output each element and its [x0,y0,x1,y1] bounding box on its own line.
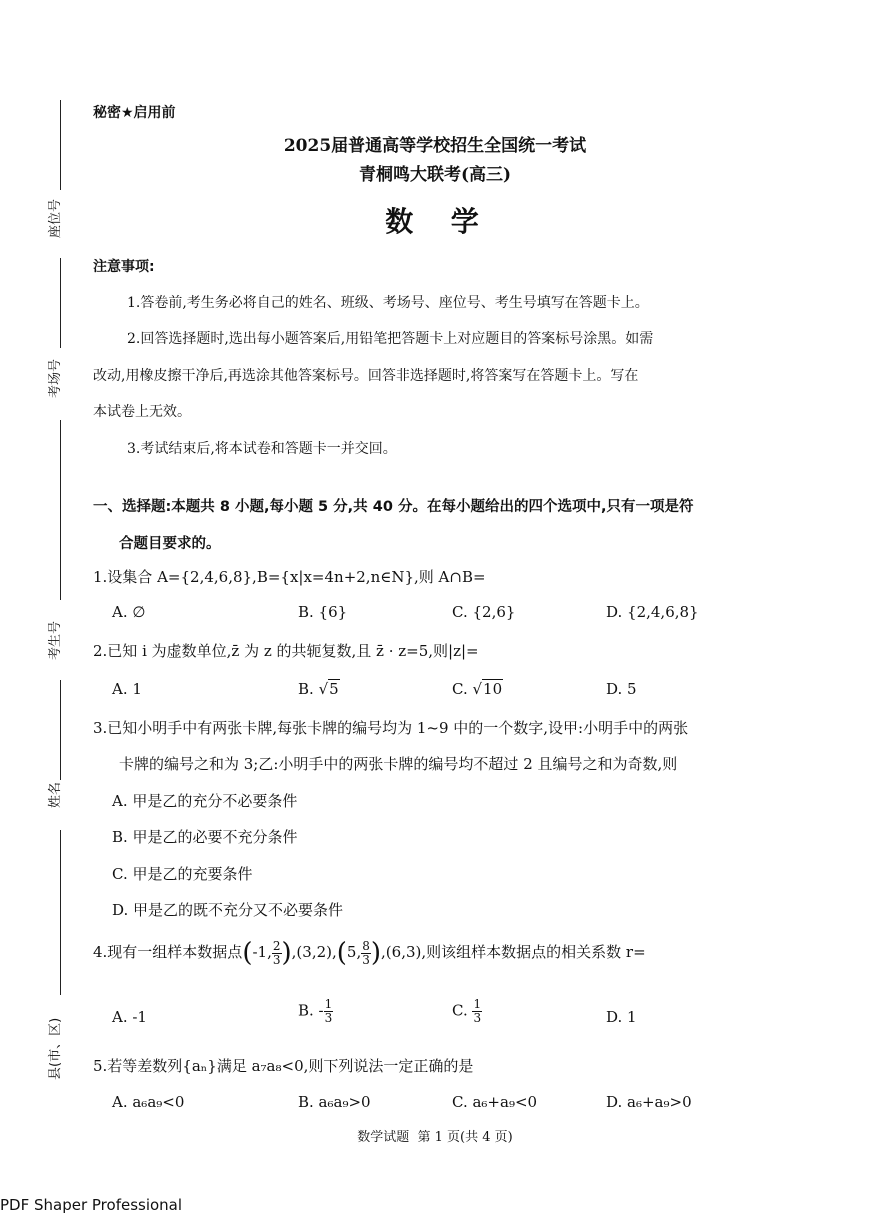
point-1-y-numerator: 2 [272,938,281,953]
question-3-option-d: D. 甲是乙的既不充分又不必要条件 [112,901,344,919]
question-5-option-c: C. a₆+a₉<0 [452,1093,538,1111]
notice-item-2-line-3: 本试卷上无效。 [93,404,191,420]
question-2-option-b-sqrt: √5 [318,680,339,698]
seat-number-label: 座位号 [48,198,63,238]
question-3-stem-line-2: 卡牌的编号之和为 3;乙:小明手中的两张卡牌的编号均不超过 2 且编号之和为奇数,则 [119,755,678,773]
question-2-option-b-radicand: 5 [329,680,339,698]
point-1-x: -1, [252,943,272,961]
question-3-option-b: B. 甲是乙的必要不充分条件 [112,828,298,846]
question-4-option-c-label: C. [452,1001,473,1020]
question-1-stem: 1.设集合 A={2,4,6,8},B={x|x=4n+2,n∈N},则 A∩B= [93,568,486,586]
candidate-number-label: 考生号 [48,620,63,660]
question-2-option-c-label: C. [452,680,473,698]
question-4-option-c-numerator: 1 [473,997,482,1011]
point-1-y-denominator: 3 [272,952,281,967]
question-3-option-c: C. 甲是乙的充要条件 [112,865,253,883]
question-2-option-c-radicand: 10 [483,680,503,698]
point-3-y-numerator: 8 [362,938,370,953]
margin-line-2 [60,258,61,348]
exam-title: 2025届普通高等学校招生全国统一考试 [283,136,587,156]
question-5-option-a: A. a₆a₉<0 [112,1093,185,1111]
paren-close-3: ) [370,938,382,968]
question-2-stem: 2.已知 i 为虚数单位,z̄ 为 z 的共轭复数,且 z̄ · z=5,则|z|= [93,642,479,660]
question-5-option-d: D. a₆+a₉>0 [606,1093,692,1111]
question-1-option-c: C. {2,6} [452,603,516,621]
paren-open-1: ( [242,938,253,968]
pdf-watermark: PDF Shaper Professional [0,1196,183,1214]
question-2-option-b-label: B. [298,680,319,698]
question-5-stem: 5.若等差数列{aₙ}满足 a₇a₈<0,则下列说法一定正确的是 [93,1057,474,1075]
question-1-option-a: A. ∅ [112,603,146,621]
section-heading-line-1: 一、选择题:本题共 8 小题,每小题 5 分,共 40 分。在每小题给出的四个选项中,只有一项是符 [93,499,694,515]
margin-line-4 [60,680,61,780]
paren-close-1: ) [281,938,292,968]
question-4-option-d: D. 1 [606,1008,637,1026]
question-4-option-c [452,998,482,1025]
question-4-option-c-denominator: 3 [473,1011,482,1025]
point-3-y-denominator: 3 [362,952,370,967]
question-1-option-b: B. {6} [298,603,348,621]
question-4-stem [93,938,646,968]
paren-open-3: ( [336,938,347,968]
question-2-option-c [452,680,503,698]
notice-item-3: 3.考试结束后,将本试卷和答题卡一并交回。 [127,441,397,457]
section-heading-line-2: 合题目要求的。 [119,536,221,552]
question-2-option-c-sqrt: √10 [472,680,503,698]
notice-heading: 注意事项: [93,259,155,275]
margin-line-5 [60,830,61,995]
question-4-option-b-numerator: 1 [324,997,333,1011]
subject-title: 数 学 [385,205,485,238]
question-5-option-b: B. a₆a₉>0 [298,1093,371,1111]
notice-item-2-line-1: 2.回答选择题时,选出每小题答案后,用铅笔把答题卡上对应题目的答案标号涂黑。如需 [127,331,654,347]
question-2-option-a: A. 1 [112,680,142,698]
question-2-option-b [298,680,340,698]
question-3-option-a: A. 甲是乙的充分不必要条件 [112,792,298,810]
question-4-option-b-fraction [324,998,334,1025]
exam-subtitle: 青桐鸣大联考(高三) [358,165,512,185]
question-4-option-b-denominator: 3 [324,1011,333,1025]
question-4-suffix: ,(6,3),则该组样本数据点的相关系数 r= [381,943,646,961]
point-3-x: 5, [346,943,362,961]
point-1-y-fraction [272,940,282,967]
point-3-y-fraction [361,940,371,967]
question-4-option-c-fraction [472,998,482,1025]
notice-item-1: 1.答卷前,考生务必将自己的姓名、班级、考场号、座位号、考生号填写在答题卡上。 [127,295,649,311]
exam-room-label: 考场号 [48,358,63,398]
county-label: 县(市、区) [48,1017,63,1080]
page-footer: 数学试题 第 1 页(共 4 页) [357,1130,513,1145]
question-4-option-b-label: B. - [298,1001,324,1020]
confidential-mark: 秘密★启用前 [93,105,176,121]
question-2-option-d: D. 5 [606,680,637,698]
name-label: 姓名 [48,781,63,808]
question-4-option-b [298,998,333,1025]
question-4-prefix: 4.现有一组样本数据点 [93,943,243,961]
notice-item-2-line-2: 改动,用橡皮擦干净后,再选涂其他答案标号。回答非选择题时,将答案写在答题卡上。写在 [93,368,639,384]
question-3-stem-line-1: 3.已知小明手中有两张卡牌,每张卡牌的编号均为 1~9 中的一个数字,设甲:小明手中的两张 [93,719,689,737]
question-1-option-d: D. {2,4,6,8} [606,603,699,621]
point-2: ,(3,2), [291,943,337,961]
margin-line-3 [60,420,61,600]
question-4-option-a: A. -1 [112,1008,147,1026]
